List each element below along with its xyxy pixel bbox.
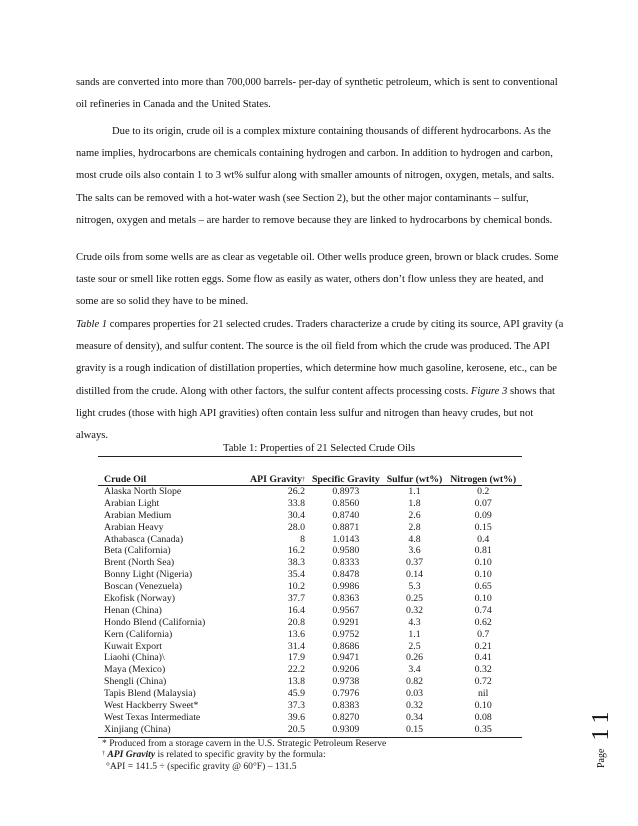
cell-nitrogen: 0.09 [474, 509, 492, 521]
cell-specific-gravity: 0.9986 [332, 581, 360, 593]
cell-nitrogen: 0.21 [474, 640, 492, 652]
cell-nitrogen: 0.2 [477, 486, 490, 497]
cell-crude-oil: Liaohi (China)\ [104, 652, 165, 664]
paragraph-crude-appearance: Crude oils from some wells are as clear as vegetable oil. Other wells produce green, brown or black crudes. Some taste sour or smell like rotten eggs. Some flow as easily as water, others don’t flow unless they are heated, and some are so solid they have to be mined. [76, 252, 559, 308]
cell-nitrogen: 0.72 [474, 676, 492, 688]
cell-nitrogen: 0.41 [474, 652, 492, 664]
cell-sulfur: 0.26 [405, 652, 424, 664]
dagger-mark: † [302, 477, 306, 483]
cell-crude-oil: Maya (Mexico) [104, 664, 166, 676]
table-row [98, 688, 522, 700]
cell-crude-oil: Tapis Blend (Malaysia) [104, 688, 196, 700]
table-row [98, 652, 522, 664]
table-header-row [98, 456, 522, 486]
cell-crude-oil: Hondo Blend (California) [104, 616, 206, 628]
cell-sulfur: 0.03 [405, 688, 424, 700]
paragraph-continuation: sands are converted into more than 700,000 barrels- per-day of synthetic petroleum, which is sent to conventional oil refineries in Canada and the United States. [76, 77, 558, 111]
cell-specific-gravity: 0.9309 [332, 723, 360, 735]
cell-sulfur: 3.4 [408, 664, 421, 676]
cell-specific-gravity: 0.8333 [332, 557, 360, 569]
cell-crude-oil: Alaska North Slope [104, 486, 182, 497]
cell-api-gravity: 10.2 [287, 581, 306, 593]
cell-crude-oil: Shengli (China) [104, 676, 167, 688]
cell-api-gravity: 37.7 [287, 593, 306, 605]
cell-specific-gravity: 0.7976 [332, 688, 360, 700]
cell-nitrogen: 0.08 [474, 711, 492, 723]
cell-specific-gravity: 0.9206 [332, 664, 360, 676]
cell-sulfur: 4.3 [408, 616, 421, 628]
cell-api-gravity: 38.3 [287, 557, 306, 569]
cell-api-gravity: 28.0 [287, 521, 306, 533]
cell-crude-oil: Arabian Medium [104, 509, 172, 521]
cell-api-gravity: 17.9 [287, 652, 306, 664]
cell-crude-oil: Kuwait Export [104, 640, 162, 652]
cell-nitrogen: 0.4 [477, 533, 490, 545]
cell-api-gravity: 22.2 [287, 664, 306, 676]
footnote-formula: °API = 141.5 ÷ (specific gravity @ 60°F) – 131.5 [106, 760, 297, 772]
cell-nitrogen: 0.35 [474, 723, 492, 735]
cell-crude-oil: Xinjiang (China) [104, 723, 171, 735]
cell-sulfur: 1.1 [408, 486, 421, 497]
cell-crude-oil: Brent (North Sea) [104, 557, 175, 569]
header-crude-oil: Crude Oil [104, 474, 147, 485]
cell-specific-gravity: 0.9738 [332, 676, 360, 688]
cell-nitrogen: 0.10 [474, 569, 492, 581]
cell-api-gravity: 8 [300, 533, 306, 545]
cell-nitrogen: 0.74 [474, 604, 492, 616]
table-row [98, 545, 522, 557]
cell-specific-gravity: 0.8740 [332, 509, 360, 521]
page-number [588, 705, 615, 768]
cell-specific-gravity: 0.8270 [332, 711, 360, 723]
table-row [98, 534, 522, 546]
cell-specific-gravity: 0.9471 [332, 652, 360, 664]
table-row [98, 629, 522, 641]
cell-nitrogen: 0.32 [474, 664, 492, 676]
cell-crude-oil: West Hackberry Sweet* [104, 700, 199, 712]
header-specific-gravity: Specific Gravity [311, 474, 380, 485]
cell-api-gravity: 45.9 [287, 688, 306, 700]
cell-nitrogen: 0.10 [474, 557, 492, 569]
cell-specific-gravity: 0.9291 [332, 616, 360, 628]
cell-specific-gravity: 0.8560 [332, 497, 360, 509]
footnote-spr: * Produced from a storage cavern in the U.S. Strategic Petroleum Reserve [102, 737, 387, 749]
header-api-gravity [237, 475, 307, 485]
table-row [98, 522, 522, 534]
table-body [98, 486, 522, 738]
table-row [98, 557, 522, 569]
page-number-value: 11 [588, 705, 614, 741]
table-row [98, 510, 522, 522]
paragraph-text: shows that light crudes (those with high API gravities) often contain less sulfur and nitrogen than heavy crudes, but not always. [76, 385, 555, 442]
footnote-api-text: is related to specific gravity by the formula: [155, 749, 326, 761]
cell-sulfur: 0.82 [405, 676, 424, 688]
dagger-mark: † [102, 751, 105, 758]
table-row [98, 712, 522, 724]
table-row [98, 641, 522, 653]
cell-crude-oil: Beta (California) [104, 545, 171, 557]
cell-specific-gravity: 1.0143 [332, 533, 360, 545]
cell-sulfur: 2.8 [408, 521, 421, 533]
table-row [98, 700, 522, 712]
cell-sulfur: 5.3 [408, 581, 421, 593]
cell-api-gravity: 13.8 [287, 676, 306, 688]
cell-nitrogen: 0.15 [474, 521, 492, 533]
cell-specific-gravity: 0.8363 [332, 593, 360, 605]
cell-crude-oil: Henan (China) [104, 604, 162, 616]
cell-crude-oil: West Texas Intermediate [104, 711, 201, 723]
paragraph-text: compares properties for 21 selected crudes. Traders characterize a crude by citing its source, API gravity (a measure of density), and sulfur content. The source is the oil field from which the crude was produced. The API gravity is a rough indication of distillation properties, which determine how much gasoline, kerosene, etc., can be distilled from the crude. Along with other factors, the sulfur content affects processing costs. [76, 319, 564, 397]
cell-api-gravity: 13.6 [287, 628, 306, 640]
cell-sulfur: 0.37 [405, 557, 424, 569]
cell-crude-oil: Kern (California) [104, 628, 173, 640]
table-caption: Table 1: Properties of 21 Selected Crude Oils [223, 443, 415, 454]
cell-crude-oil: Arabian Light [104, 497, 160, 509]
cell-specific-gravity: 0.9752 [332, 628, 360, 640]
cell-api-gravity: 26.2 [287, 486, 306, 497]
header-sulfur: Sulfur (wt%) [386, 474, 443, 485]
cell-specific-gravity: 0.8871 [332, 521, 360, 533]
cell-nitrogen: 0.10 [474, 593, 492, 605]
cell-crude-oil: Arabian Heavy [104, 521, 164, 533]
cell-sulfur: 3.6 [408, 545, 421, 557]
cell-api-gravity: 35.4 [287, 569, 306, 581]
table-row [98, 664, 522, 676]
cell-sulfur: 0.32 [405, 700, 424, 712]
cell-sulfur: 0.25 [405, 593, 424, 605]
cell-crude-oil: Boscan (Venezuela) [104, 581, 183, 593]
table-row [98, 569, 522, 581]
cell-nitrogen: 0.65 [474, 581, 492, 593]
cell-crude-oil: Bonny Light (Nigeria) [104, 569, 193, 581]
cell-api-gravity: 16.2 [287, 545, 306, 557]
cell-sulfur: 2.5 [408, 640, 421, 652]
cell-sulfur: 0.14 [405, 569, 424, 581]
cell-sulfur: 0.15 [405, 723, 424, 735]
paragraph-table-intro [76, 314, 564, 447]
cell-crude-oil: Ekofisk (Norway) [104, 593, 176, 605]
table-row [98, 498, 522, 510]
cell-api-gravity: 39.6 [287, 711, 306, 723]
cell-nitrogen: nil [478, 688, 489, 700]
cell-specific-gravity: 0.8478 [332, 569, 360, 581]
table-row [98, 676, 522, 688]
paragraph-crude-composition: Due to its origin, crude oil is a complex mixture containing thousands of different hydrocarbons. As the name implies, hydrocarbons are chemicals containing hydrogen and carbon. In addition to hydrogen and carbon, most crude oils also contain 1 to 3 wt% sulfur along with smaller amounts of nitrogen, oxygen, metals, and salts. The salts can be removed with a hot-water wash (see Section 2), but the other major contaminants – sulfur, nitrogen, oxygen and metals – are harder to remove because they are linked to hydrocarbons by chemical bonds. [76, 126, 555, 226]
header-api-label: API Gravity [250, 474, 303, 485]
cell-sulfur: 0.32 [405, 604, 424, 616]
cell-specific-gravity: 0.9580 [332, 545, 360, 557]
table-row [98, 593, 522, 605]
cell-specific-gravity: 0.8686 [332, 640, 360, 652]
cell-sulfur: 1.1 [408, 628, 421, 640]
table-row [98, 581, 522, 593]
cell-nitrogen: 0.81 [474, 545, 492, 557]
cell-api-gravity: 37.3 [287, 700, 306, 712]
cell-api-gravity: 31.4 [287, 640, 306, 652]
cell-nitrogen: 0.7 [477, 628, 490, 640]
footnote-api [98, 749, 522, 761]
cell-sulfur: 0.34 [405, 711, 424, 723]
page-word: Page [596, 748, 607, 768]
cell-nitrogen: 0.10 [474, 700, 492, 712]
cell-sulfur: 1.8 [408, 497, 421, 509]
cell-nitrogen: 0.62 [474, 616, 492, 628]
cell-api-gravity: 33.8 [287, 497, 306, 509]
table-row [98, 605, 522, 617]
cell-api-gravity: 16.4 [287, 604, 306, 616]
footnote-api-term: API Gravity [107, 749, 156, 761]
cell-api-gravity: 30.4 [287, 509, 306, 521]
cell-sulfur: 4.8 [408, 533, 421, 545]
cell-api-gravity: 20.5 [287, 723, 306, 735]
cell-specific-gravity: 0.8383 [332, 700, 360, 712]
table-reference: Table 1 [76, 319, 108, 330]
crude-oil-table [98, 456, 522, 772]
header-nitrogen: Nitrogen (wt%) [450, 474, 517, 485]
cell-specific-gravity: 0.9567 [332, 604, 360, 616]
figure-reference: Figure 3 [470, 385, 508, 397]
table-row [98, 617, 522, 629]
cell-specific-gravity: 0.8973 [332, 486, 360, 497]
cell-sulfur: 2.6 [408, 509, 421, 521]
table-row [98, 486, 522, 498]
cell-api-gravity: 20.8 [287, 616, 306, 628]
cell-crude-oil: Athabasca (Canada) [104, 533, 184, 545]
cell-nitrogen: 0.07 [474, 497, 492, 509]
table-row [98, 724, 522, 736]
